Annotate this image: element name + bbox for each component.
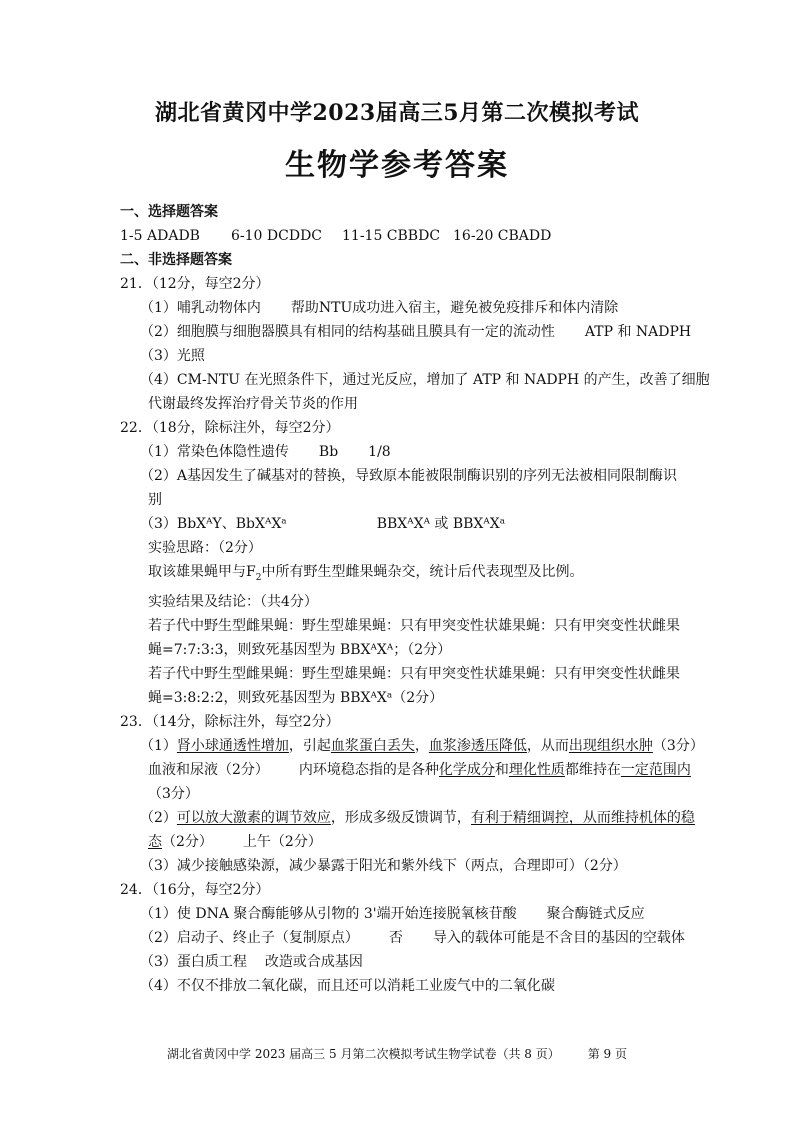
section-heading-choice: 一、选择题答案 <box>120 204 218 220</box>
q21-a1-part1: （1）哺乳动物体内 <box>140 300 261 316</box>
q22-result-2-line2: 蝇=3:8:2:2，则致死基因型为 BBXᴬXᵃ（2分） <box>148 689 444 706</box>
q23-a1-underline-1: 肾小球通透性增加 <box>176 737 289 754</box>
q23-answer-1-line1 <box>120 734 704 758</box>
page-footer <box>0 1045 794 1062</box>
q22-result-1-line1: 若子代中野生型雌果蝇：野生型雄果蝇：只有甲突变性状雄果蝇：只有甲突变性状雌果 <box>148 617 680 634</box>
q24-answer-1 <box>120 902 700 926</box>
q23-answer-1-line3: （3分） <box>148 785 199 802</box>
question-22 <box>120 416 700 710</box>
q23-answer-2-line1 <box>120 806 700 830</box>
q22-a1-part2: Bb <box>318 444 339 460</box>
choice-answer-1-5: 1-5 ADADB <box>120 228 200 244</box>
q21-answer-4-line2: 代谢最终发挥治疗骨关节炎的作用 <box>148 396 358 412</box>
q21-answer-1 <box>120 296 700 320</box>
q24-answer-2 <box>120 926 700 950</box>
q24-a1-part2: 聚合酶链式反应 <box>546 905 645 922</box>
q22-header: 22．（18分，除标注外，每空2分） <box>120 420 340 436</box>
footer-text: 湖北省黄冈中学 2023 届高三 5 月第二次模拟考试生物学试卷（共 8 页） <box>167 1047 560 1061</box>
q23-a1-text-3: ，从而 <box>526 737 569 754</box>
question-24 <box>120 878 700 998</box>
q23-answer-3: （3）减少接触感染源，减少暴露于阳光和紫外线下（两点，合理即可）（2分） <box>140 857 627 874</box>
q22-idea-sub: 2 <box>255 572 262 583</box>
q22-a1-part1: （1）常染色体隐性遗传 <box>140 444 289 460</box>
q23-a1-underline-4: 出现组织水肿 <box>568 737 653 754</box>
q22-answer-3 <box>120 512 700 536</box>
q23-a2-underline-1: 可以放大激素的调节效应 <box>176 809 331 826</box>
choice-answer-6-10: 6-10 DCDDC <box>231 228 322 244</box>
q23-a2-label: （2） <box>140 809 177 826</box>
q22-answer-2-line2: 别 <box>148 492 162 508</box>
q22-answer-2-line1: （2）A基因发生了碱基对的替换，导致原本能被限制酶识别的序列无法被相同限制酶识 <box>140 468 678 484</box>
q23-a1-text-4: （3分） <box>652 737 704 754</box>
q21-a2-part2: ATP 和 NADPH <box>584 324 692 340</box>
choice-answer-11-15: 11-15 CBBDC <box>342 228 441 244</box>
q24-a2-part1: （2）启动子、终止子（复制原点） <box>140 929 359 946</box>
question-21 <box>120 272 710 416</box>
q23-a1-underline-3: 血浆渗透压降低 <box>428 737 527 754</box>
q23-a1b-underline-2: 理化性质 <box>508 761 565 778</box>
footer-page-number: 第 9 页 <box>587 1047 627 1061</box>
q23-a1b-underline-1: 化学成分 <box>438 761 495 778</box>
q22-a3-part2: BBXᴬXᴬ 或 BBXᴬXᵃ <box>376 516 506 532</box>
q22-result-2-line1: 若子代中野生型雌果蝇：野生型雄果蝇：只有甲突变性状雄果蝇：只有甲突变性状雌果 <box>148 665 680 682</box>
q21-a1-part2: 帮助NTU成功进入宿主，避免被免疫排斥和体内清除 <box>290 300 619 316</box>
q22-answer-1 <box>120 440 700 464</box>
q24-answer-4: （4）不仅不排放二氧化碳，而且还可以消耗工业废气中的二氧化碳 <box>140 977 555 994</box>
choice-answer-16-20: 16-20 CBADD <box>453 228 552 244</box>
q24-a1-part1: （1）使 DNA 聚合酶能够从引物的 3'端开始连接脱氧核苷酸 <box>140 905 517 922</box>
choice-answers <box>120 224 700 248</box>
q22-result-label: 实验结果及结论：（共4分） <box>148 593 318 610</box>
q22-a3-part1: BbXᴬY、BbXᴬXᵃ <box>176 516 287 532</box>
q24-a2-part3: 导入的载体可能是不含目的基因的空载体 <box>432 929 685 946</box>
q23-a1b-pre: 血液和尿液（2分） <box>148 761 269 778</box>
q23-a1b-underline-3: 一定范围内 <box>620 761 691 778</box>
q23-answer-2-line2 <box>120 830 700 854</box>
page-title: 湖北省黄冈中学2023届高三5月第二次模拟考试 <box>154 100 640 126</box>
q23-a1-text-2: ， <box>414 737 429 754</box>
q23-a1b-text-3: 都维持在 <box>564 761 621 778</box>
q21-a2-part1: （2）细胞膜与细胞器膜具有相同的结构基础且膜具有一定的流动性 <box>140 324 555 340</box>
q21-header: 21．（12分，每空2分） <box>120 276 270 292</box>
q22-idea-label: 实验思路：（2分） <box>148 540 262 556</box>
q24-a2-part2: 否 <box>388 929 403 946</box>
answer-content <box>120 200 710 998</box>
q24-answer-3 <box>120 950 700 974</box>
q21-answer-3: （3）光照 <box>140 348 205 364</box>
q23-a1b-text-1: 内环境稳态指的是各种 <box>298 761 439 778</box>
q23-a1-text-1: ，引起 <box>288 737 331 754</box>
q23-a2-text-2: （2分） <box>162 833 213 850</box>
q23-a2-underline-3: 态 <box>148 833 162 850</box>
q23-a1-label: （1） <box>140 737 177 754</box>
q23-header: 23．（14分，除标注外，每空2分） <box>120 713 340 730</box>
q23-answer-1-line2 <box>120 758 700 782</box>
q22-idea-pre: 取该雄果蝇甲与F <box>148 564 256 580</box>
q23-a2-text-1: ，形成多级反馈调节， <box>330 809 471 826</box>
page-subtitle: 生物学参考答案 <box>285 148 509 183</box>
q22-idea-post: 中所有野生型雌果蝇杂交，统计后代表现型及比例。 <box>261 564 584 580</box>
q21-answer-2 <box>120 320 700 344</box>
q22-idea-text <box>120 560 700 590</box>
q22-a3-label: （3） <box>140 516 177 532</box>
q22-result-1-line2: 蝇=7:7:3:3，则致死基因型为 BBXᴬXᴬ；（2分） <box>148 641 452 658</box>
q23-a1-underline-2: 血浆蛋白丢失 <box>330 737 415 754</box>
q23-a2-underline-2: 有利于精细调控，从而维持机体的稳 <box>470 809 695 826</box>
q24-a3-part2: 改造或合成基因 <box>264 953 363 970</box>
q24-a3-part1: （3）蛋白质工程 <box>140 953 247 970</box>
q23-a2-text-3: 上午（2分） <box>242 833 322 850</box>
q22-a1-part3: 1/8 <box>368 444 391 460</box>
q23-a1b-text-2: 和 <box>494 761 509 778</box>
q24-header: 24．（16分，每空2分） <box>120 881 270 898</box>
question-23 <box>120 710 704 878</box>
q21-answer-4-line1: （4）CM-NTU 在光照条件下，通过光反应，增加了 ATP 和 NADPH 的产生，改善了细胞 <box>140 372 710 388</box>
section-heading-nonchoice: 二、非选择题答案 <box>120 252 232 268</box>
